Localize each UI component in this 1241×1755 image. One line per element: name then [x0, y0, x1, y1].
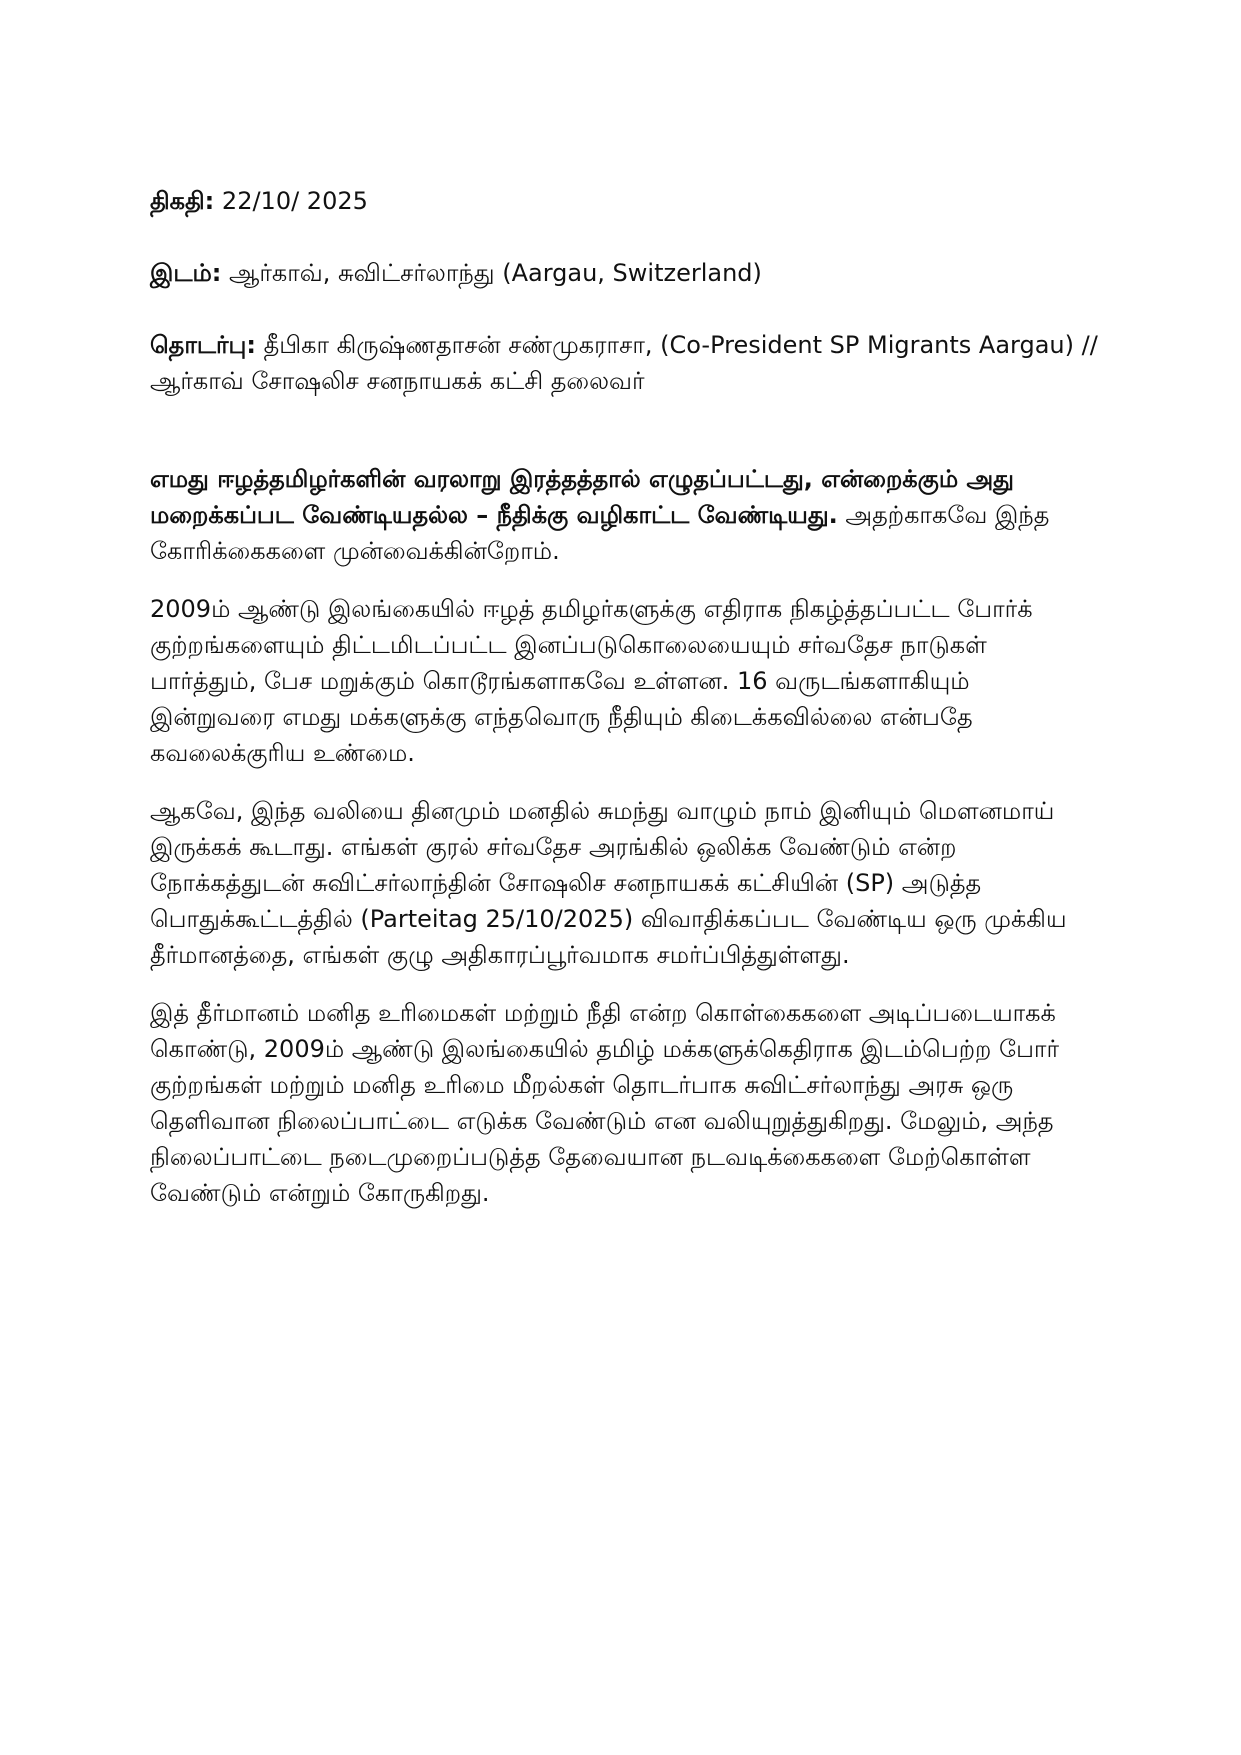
contact-line — [150, 327, 1100, 399]
place-label: இடம்: — [150, 259, 222, 287]
body-paragraph-2: ஆகவே, இந்த வலியை தினமும் மனதில் சுமந்து வாழும் நாம் இனியும் மௌனமாய் இருக்கக் கூடாது. எங்கள் குரல் சர்வதேச அரங்கில் ஒலிக்க வேண்டும் என்ற நோக்கத்துடன் சுவிட்சர்லாந்தின் சோஷலிச சனநாயகக் கட்சியின் (SP) அடுத்த பொதுக்கூட்டத்தில் (Parteitag 25/10/2025) விவாதிக்கப்பட வேண்டிய ஒரு முக்கிய தீர்மானத்தை, எங்கள் குழு அதிகாரப்பூர்வமாக சமர்ப்பித்துள்ளது. — [150, 797, 1067, 969]
intro-bold-statement: எமது ஈழத்தமிழர்களின் வரலாறு இரத்தத்தால் எழுதப்பட்டது, என்றைக்கும் அது மறைக்கப்பட வேண்டியதல்ல – நீதிக்கு வழிகாட்ட வேண்டியது. — [150, 465, 1014, 529]
intro-rest: அதற்காகவே இந்த கோரிக்கைகளை முன்வைக்கின்றோம். — [150, 501, 1050, 565]
intro-paragraph — [150, 461, 1100, 569]
place-value: ஆர்காவ், சுவிட்சர்லாந்து (Aargau, Switzerland) — [229, 259, 762, 287]
date-line — [150, 183, 1100, 219]
contact-value: தீபிகா கிருஷ்ணதாசன் சண்முகராசா, (Co-President SP Migrants Aargau) //ஆர்காவ் சோஷலிச சனநாயகக் கட்சி தலைவர் — [150, 331, 1098, 395]
contact-label: தொடர்பு: — [150, 331, 256, 359]
place-line — [150, 255, 1100, 291]
body-paragraph-1: 2009ம் ஆண்டு இலங்கையில் ஈழத் தமிழர்களுக்கு எதிராக நிகழ்த்தப்பட்ட போர்க் குற்றங்களையும் திட்டமிடப்பட்ட இனப்படுகொலையையும் சர்வதேச நாடுகள் பார்த்தும், பேச மறுக்கும் கொடூரங்களாகவே உள்ளன. 16 வருடங்களாகியும் இன்றுவரை எமது மக்களுக்கு எந்தவொரு நீதியும் கிடைக்கவில்லை என்பதே கவலைக்குரிய உண்மை. — [150, 595, 1033, 767]
date-value: 22/10/ 2025 — [221, 187, 368, 215]
date-label: திகதி: — [150, 187, 215, 215]
body-paragraph-3: இத் தீர்மானம் மனித உரிமைகள் மற்றும் நீதி என்ற கொள்கைகளை அடிப்படையாகக் கொண்டு, 2009ம் ஆண்டு இலங்கையில் தமிழ் மக்களுக்கெதிராக இடம்பெற்ற போர் குற்றங்கள் மற்றும் மனித உரிமை மீறல்கள் தொடர்பாக சுவிட்சர்லாந்து அரசு ஒரு தெளிவான நிலைப்பாட்டை எடுக்க வேண்டும் என வலியுறுத்துகிறது. மேலும், அந்த நிலைப்பாட்டை நடைமுறைப்படுத்த தேவையான நடவடிக்கைகளை மேற்கொள்ள வேண்டும் என்றும் கோருகிறது. — [150, 999, 1059, 1207]
document-page — [150, 183, 1100, 1233]
